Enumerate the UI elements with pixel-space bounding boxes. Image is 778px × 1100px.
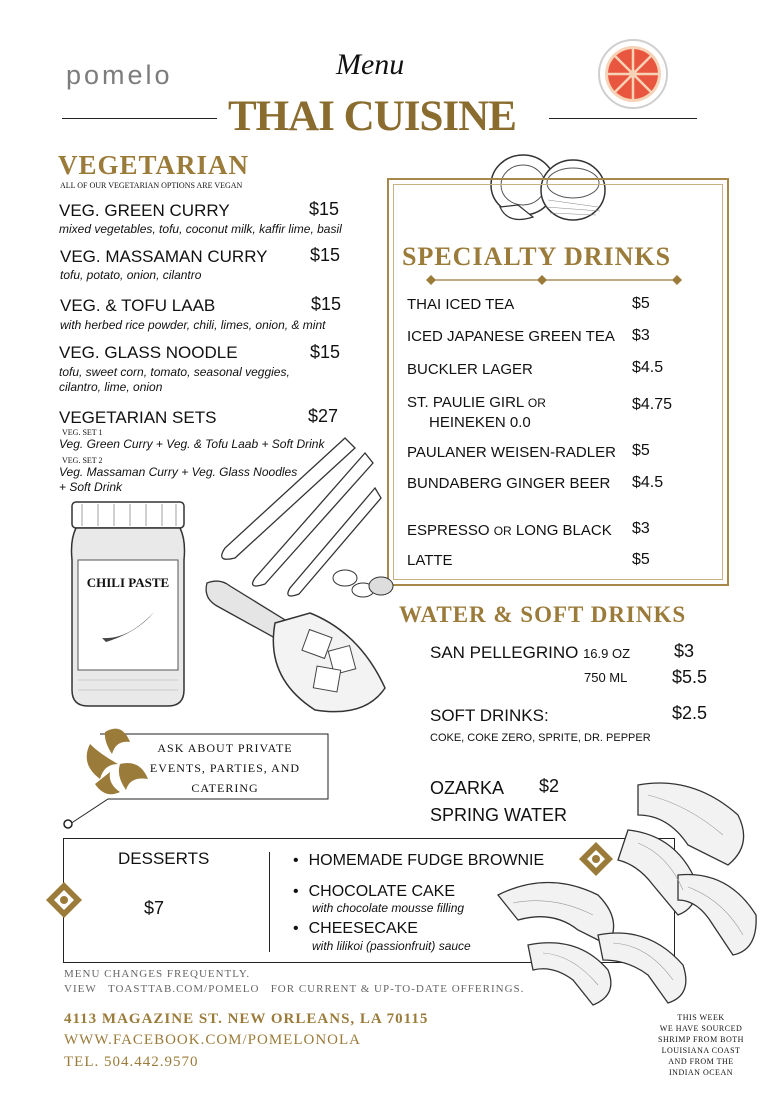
chili-paste-jar-illustration [68, 500, 188, 710]
soft-drinks-list: COKE, COKE ZERO, SPRITE, DR. PEPPER [430, 732, 651, 744]
veg-green-curry-price: $15 [309, 199, 340, 219]
san-pellegrino: SAN PELLEGRINO 16.9 OZ [430, 643, 631, 662]
dessert-chocolate-cake-desc: with chocolate mousse filling [312, 901, 465, 915]
soft-drinks-price: $2.5 [672, 703, 708, 723]
veg-massaman-name: VEG. MASSAMAN CURRY [60, 247, 268, 266]
drink-espresso-price: $3 [632, 520, 650, 537]
specialty-drinks-heading: SPECIALTY DRINKS [402, 242, 672, 271]
desserts-divider [269, 852, 270, 952]
vegetarian-heading: VEGETARIAN [58, 150, 250, 180]
veg-set2-label: VEG. SET 2 [62, 456, 103, 465]
drink-latte-price: $5 [632, 551, 650, 568]
menu-label: Menu [336, 48, 405, 81]
desserts-heading: DESSERTS [118, 849, 210, 868]
veg-tofu-laab-price: $15 [311, 294, 342, 314]
veg-sets-price: $27 [308, 406, 339, 426]
toasttab-link[interactable]: TOASTTAB.COM/POMELO [107, 983, 260, 995]
ozarka-label: OZARKA [430, 778, 505, 798]
veg-glass-noodle-price: $15 [310, 342, 341, 362]
spring-water-label: SPRING WATER [430, 805, 568, 825]
veg-set1-desc: Veg. Green Curry + Veg. & Tofu Laab + Soft Drink [59, 437, 325, 451]
veg-tofu-laab-desc: with herbed rice powder, chili, limes, onion, & mint [60, 318, 326, 332]
drink-thai-iced-tea-price: $5 [632, 295, 650, 312]
veg-glass-noodle-desc-2: cilantro, lime, onion [59, 380, 163, 394]
drink-paulaner-price: $5 [632, 442, 650, 459]
drink-buckler-lager: BUCKLER LAGER [407, 361, 533, 378]
view-online-note: VIEW TOASTTAB.COM/POMELO FOR CURRENT & UP-TO-DATE OFFERINGS. [64, 983, 525, 995]
water-heading: WATER & SOFT DRINKS [399, 602, 687, 627]
veg-massaman-desc: tofu, potato, onion, cilantro [60, 268, 202, 282]
title-rule-right [549, 118, 697, 119]
drink-buckler-lager-price: $4.5 [632, 359, 664, 376]
lemongrass-scoop-illustration [195, 418, 405, 718]
drink-heineken: HEINEKEN 0.0 [429, 414, 531, 431]
drink-thai-iced-tea: THAI ICED TEA [407, 296, 515, 313]
drink-st-paulie-girl: ST. PAULIE GIRL OR [407, 394, 546, 411]
veg-sets-name: VEGETARIAN SETS [59, 408, 217, 427]
brand-name: pomelo [66, 60, 173, 90]
veg-set1-label: VEG. SET 1 [62, 428, 103, 437]
address: 4113 MAGAZINE ST. NEW ORLEANS, LA 70115 [64, 1011, 429, 1027]
dessert-chocolate-cake: • CHOCOLATE CAKE [293, 883, 455, 901]
private-events-note: ASK ABOUT PRIVATE EVENTS, PARTIES, AND CATERING [149, 741, 301, 795]
or-label: OR [527, 396, 546, 410]
veg-green-curry-name: VEG. GREEN CURRY [59, 201, 230, 220]
page-title: THAI CUISINE [228, 93, 516, 140]
ornament-divider [425, 274, 683, 286]
ozarka-price: $2 [539, 776, 560, 796]
vegetarian-subheading: ALL OF OUR VEGETARIAN OPTIONS ARE VEGAN [60, 181, 243, 190]
facebook-link[interactable]: WWW.FACEBOOK.COM/POMELONOLA [64, 1032, 361, 1048]
size-16oz: 16.9 OZ [583, 646, 631, 661]
chili-paste-label: CHILI PASTE [86, 575, 170, 590]
dessert-cheesecake-desc: with lilikoi (passionfruit) sauce [312, 939, 471, 953]
desserts-price: $7 [144, 898, 165, 918]
title-rule-left [62, 118, 217, 119]
drink-japanese-green-tea-price: $3 [632, 327, 650, 344]
veg-set2-desc: Veg. Massaman Curry + Veg. Glass Noodles [59, 465, 298, 479]
veg-glass-noodle-name: VEG. GLASS NOODLE [59, 343, 238, 362]
drink-bundaberg-price: $4.5 [632, 474, 664, 491]
drink-espresso: ESPRESSO OR LONG BLACK [407, 522, 612, 539]
phone-number: TEL. 504.442.9570 [64, 1054, 199, 1070]
drink-bundaberg: BUNDABERG GINGER BEER [407, 475, 611, 492]
grapefruit-icon [597, 38, 669, 110]
drink-st-paulie-price: $4.75 [632, 396, 673, 413]
shrimp-source-note: THIS WEEK WE HAVE SOURCED SHRIMP FROM BOTH LOUISIANA COAST AND FROM THE INDIAN OCEAN [658, 1013, 744, 1077]
drink-paulaner: PAULANER WEISEN-RADLER [407, 444, 616, 461]
ornament-left-icon [44, 880, 84, 920]
pellegrino-price-1: $3 [674, 641, 695, 661]
shrimp-illustration [488, 775, 760, 1015]
drink-japanese-green-tea: ICED JAPANESE GREEN TEA [407, 328, 615, 345]
soft-drinks-label: SOFT DRINKS: [430, 706, 549, 725]
veg-set2-desc-2: + Soft Drink [59, 480, 123, 494]
drink-latte: LATTE [407, 552, 453, 569]
pellegrino-price-2: $5.5 [672, 667, 708, 687]
veg-green-curry-desc: mixed vegetables, tofu, coconut milk, kaffir lime, basil [59, 222, 342, 236]
or-label: OR [493, 524, 512, 538]
veg-glass-noodle-desc: tofu, sweet corn, tomato, seasonal veggies, [59, 365, 290, 379]
menu-changes-note: MENU CHANGES FREQUENTLY. [64, 968, 251, 980]
veg-tofu-laab-name: VEG. & TOFU LAAB [60, 296, 216, 315]
size-750ml: 750 ML [584, 670, 628, 685]
veg-massaman-price: $15 [310, 245, 341, 265]
dessert-cheesecake: • CHEESECAKE [293, 920, 418, 938]
dessert-brownie: • HOMEMADE FUDGE BROWNIE [293, 852, 544, 870]
